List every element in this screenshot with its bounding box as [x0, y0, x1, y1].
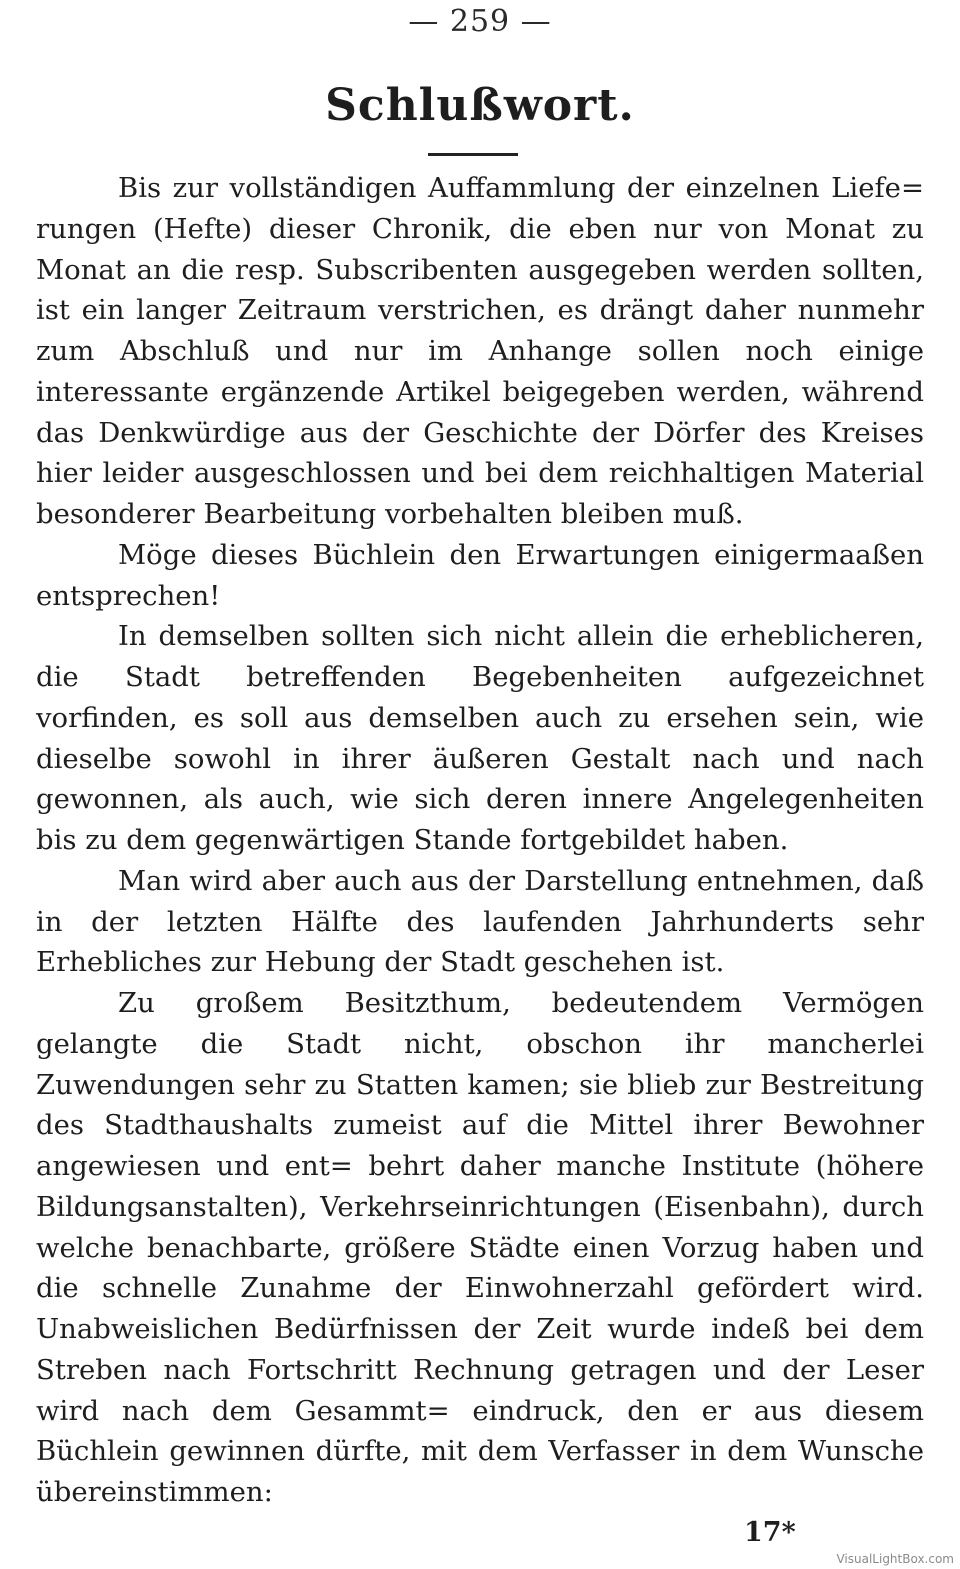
paragraph-3: In demselben sollten sich nicht allein die erheblicheren, die Stadt betreffenden Begebenheiten aufgezeichnet vorfinden, es soll aus demselben auch zu ersehen sein, wie dieselbe sowohl in ihrer äußeren Gestalt nach und nach gewonnen, als auch, wie sich deren innere Angelegenheiten bis zu dem gegenwärtigen Stande fortgebildet haben. [36, 620, 924, 856]
page-number: — 259 — [408, 4, 552, 39]
title-divider [428, 153, 518, 156]
paragraph-1: Bis zur vollständigen Auffammlung der einzelnen Liefe= rungen (Hefte) dieser Chronik, die eben nur von Monat zu Monat an die resp. Subscribenten ausgegeben werden sollten, ist ein langer Zeitraum verstrichen, es drängt daher nunmehr zum Abschluß und nur im Anhange sollen noch einige interessante ergänzende Artikel beigegeben werden, während das Denkwürdige aus der Geschichte der Dörfer des Kreises hier leider ausgeschlossen und bei dem reichhaltigen Material besonderer Bearbeitung vorbehalten bleiben muß. [36, 172, 924, 530]
signature-mark: 17* [744, 1517, 796, 1548]
watermark: VisualLightBox.com [836, 1552, 954, 1566]
body-text [36, 168, 924, 1513]
paragraph-4: Man wird aber auch aus der Darstellung entnehmen, daß in der letzten Hälfte des laufenden Jahrhunderts sehr Erhebliches zur Hebung der Stadt geschehen ist. [36, 864, 924, 979]
page-title: Schlußwort. [325, 80, 635, 131]
paragraph-2: Möge dieses Büchlein den Erwartungen einigermaaßen entsprechen! [36, 538, 924, 612]
paragraph-5: Zu großem Besitzthum, bedeutendem Vermögen gelangte die Stadt nicht, obschon ihr mancherlei Zuwendungen sehr zu Statten kamen; sie blieb zur Bestreitung des Stadthaushalts zumeist auf die Mittel ihrer Bewohner angewiesen und ent= behrt daher manche Institute (höhere Bildungsanstalten), Verkehrseinrichtungen (Eisenbahn), durch welche benachbarte, größere Städte einen Vorzug haben und die schnelle Zunahme der Einwohnerzahl gefördert wird. Unabweislichen Bedürfnissen der Zeit wurde indeß bei dem Streben nach Fortschritt Rechnung getragen und der Leser wird nach dem Gesammt= eindruck, den er aus diesem Büchlein gewinnen dürfte, mit dem Verfasser in dem Wunsche übereinstimmen: [36, 987, 924, 1508]
